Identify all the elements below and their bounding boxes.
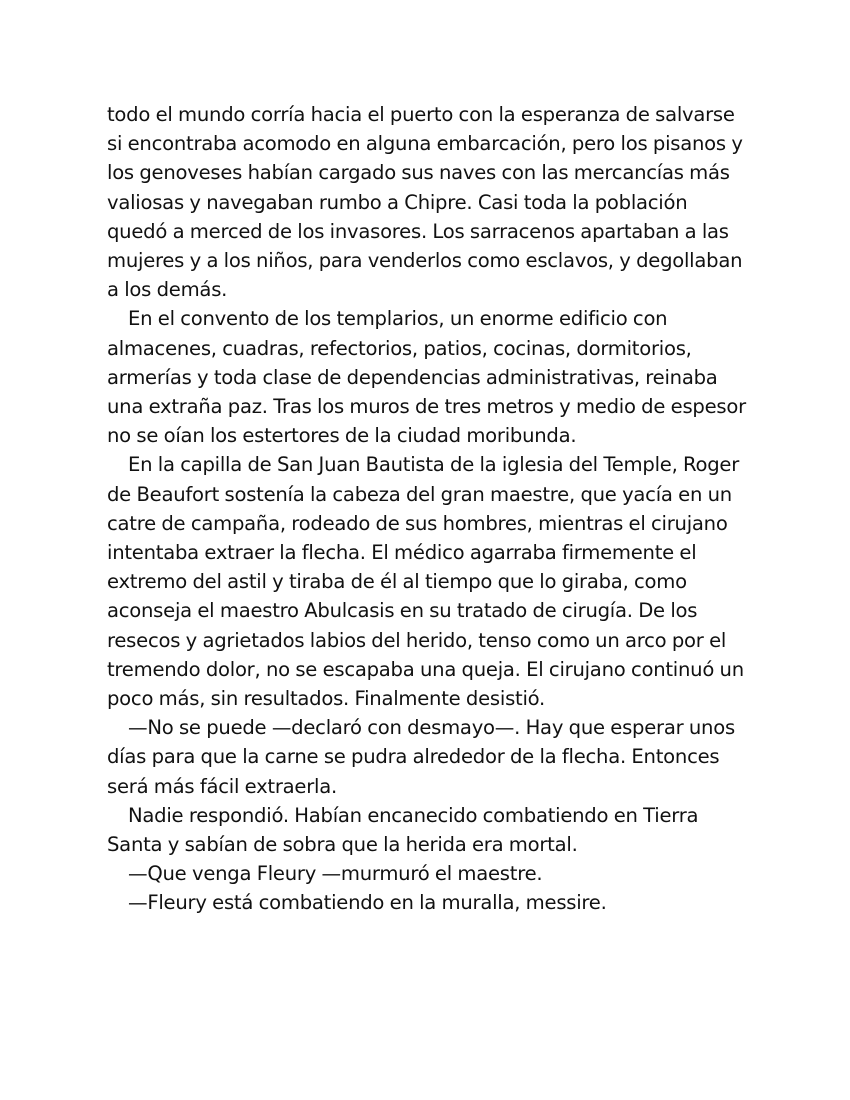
paragraph-1: todo el mundo corría hacia el puerto con la esperanza de salvarse si encontraba acomodo en alguna embarcación, pero los pisanos y los genoveses habían cargado sus naves con las mercancías más valiosas y navegaban rumbo a Chipre. Casi toda la población quedó a merced de los invasores. Los sarracenos apartaban a las mujeres y a los niños, para venderlos como esclavos, y degollaban a los demás.: [107, 103, 743, 302]
page-body: [107, 100, 747, 918]
paragraph-5: Nadie respondió. Habían encanecido combatiendo en Tierra Santa y sabían de sobra que la herida era mortal.: [107, 803, 699, 857]
paragraph-4: —No se puede —declaró con desmayo—. Hay que esperar unos días para que la carne se pudra alrededor de la flecha. Entonces será más fácil extraerla.: [107, 716, 735, 798]
paragraph-7: —Fleury está combatiendo en la muralla, messire.: [128, 891, 607, 915]
paragraph-2: En el convento de los templarios, un enorme edificio con almacenes, cuadras, refectorios, patios, cocinas, dormitorios, armerías y toda clase de dependencias administrativas, reinaba una extraña paz. Tras los muros de tres metros y medio de espesor no se oían los estertores de la ciudad moribunda.: [107, 307, 746, 448]
paragraph-3: En la capilla de San Juan Bautista de la iglesia del Temple, Roger de Beaufort sostenía la cabeza del gran maestre, que yacía en un catre de campaña, rodeado de sus hombres, mientras el cirujano intentaba extraer la flecha. El médico agarraba firmemente el extremo del astil y tiraba de él al tiempo que lo giraba, como aconseja el maestro Abulcasis en su tratado de cirugía. De los resecos y agrietados labios del herido, tenso como un arco por el tremendo dolor, no se escapaba una queja. El cirujano continuó un poco más, sin resultados. Finalmente desistió.: [107, 453, 744, 711]
paragraph-6: —Que venga Fleury —murmuró el maestre.: [128, 862, 543, 886]
